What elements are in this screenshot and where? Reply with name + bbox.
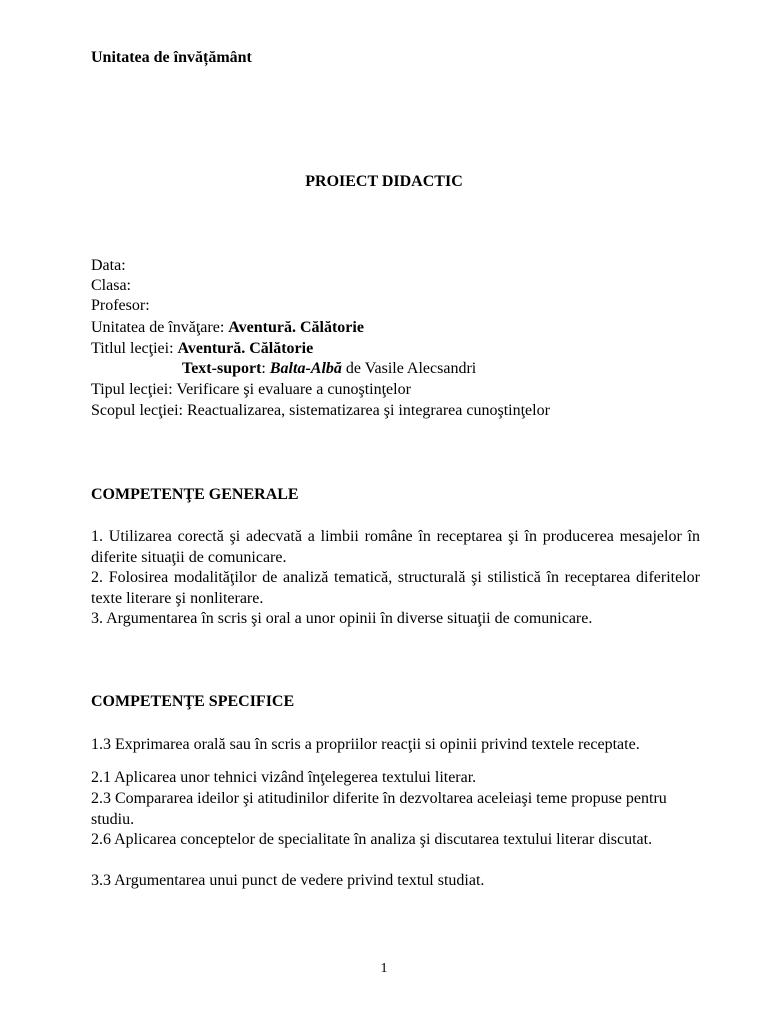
lesson-title-label: Titlul lecţiei: (91, 340, 178, 357)
lesson-purpose-line (91, 401, 550, 421)
support-text-label: Text-suport (182, 360, 262, 377)
page-number: 1 (380, 961, 388, 976)
specific-competence-2-6: 2.6 Aplicarea conceptelor de specialitate în analiza şi discutarea textului literar discutat. (91, 831, 653, 848)
lesson-type-line (91, 380, 411, 400)
document-title: PROIECT DIDACTIC (305, 173, 463, 190)
support-text-title: Balta-Albă (269, 360, 342, 377)
support-text-author: de Vasile Alecsandri (341, 360, 477, 377)
specific-competence-2-1: 2.1 Aplicarea unor tehnici vizând înţelegerea textului literar. (91, 769, 477, 786)
learning-unit-label: Unitatea de învăţare: (91, 319, 229, 336)
school-unit-label: Unitatea de învățământ (91, 49, 252, 66)
specific-competence-1-3: 1.3 Exprimarea orală sau în scris a propriilor reacţii si opinii privind textele receptate. (91, 736, 640, 753)
specific-competence-2-3: 2.3 Compararea ideilor şi atitudinilor diferite în dezvoltarea aceleiaşi teme propuse pentru studiu. (91, 790, 667, 828)
support-text-line (182, 359, 476, 379)
date-label: Data: (91, 257, 126, 274)
general-competence-1: 1. Utilizarea corectă şi adecvată a limbii române în receptarea şi în producerea mesajelor în diferite situaţii de comunicare. (91, 528, 700, 566)
support-text-colon: : (261, 360, 270, 377)
specific-competence-3-3: 3.3 Argumentarea unui punct de vedere privind textul studiat. (91, 872, 485, 889)
lesson-title-value: Aventură. Călătorie (177, 340, 314, 357)
general-competence-2: 2. Folosirea modalităţilor de analiză tematică, structurală şi stilistică în receptarea diferitelor texte literare şi nonliterare. (91, 569, 700, 607)
learning-unit-line (91, 318, 364, 338)
lesson-title-line (91, 339, 313, 359)
lesson-type-value: Verificare şi evaluare a cunoştinţelor (176, 381, 411, 398)
teacher-label: Profesor: (91, 297, 150, 314)
lesson-purpose-value: Reactualizarea, sistematizarea şi integrarea cunoştinţelor (186, 402, 550, 419)
general-competence-3: 3. Argumentarea în scris şi oral a unor opinii în diverse situaţii de comunicare. (91, 610, 593, 627)
lesson-purpose-label: Scopul lecţiei: (91, 402, 187, 419)
class-label: Clasa: (91, 277, 131, 294)
lesson-type-label: Tipul lecţiei: (91, 381, 177, 398)
general-competences-heading: COMPETENŢE GENERALE (91, 486, 299, 503)
specific-competences-heading: COMPETENŢE SPECIFICE (91, 693, 295, 710)
learning-unit-value: Aventură. Călătorie (228, 319, 364, 336)
